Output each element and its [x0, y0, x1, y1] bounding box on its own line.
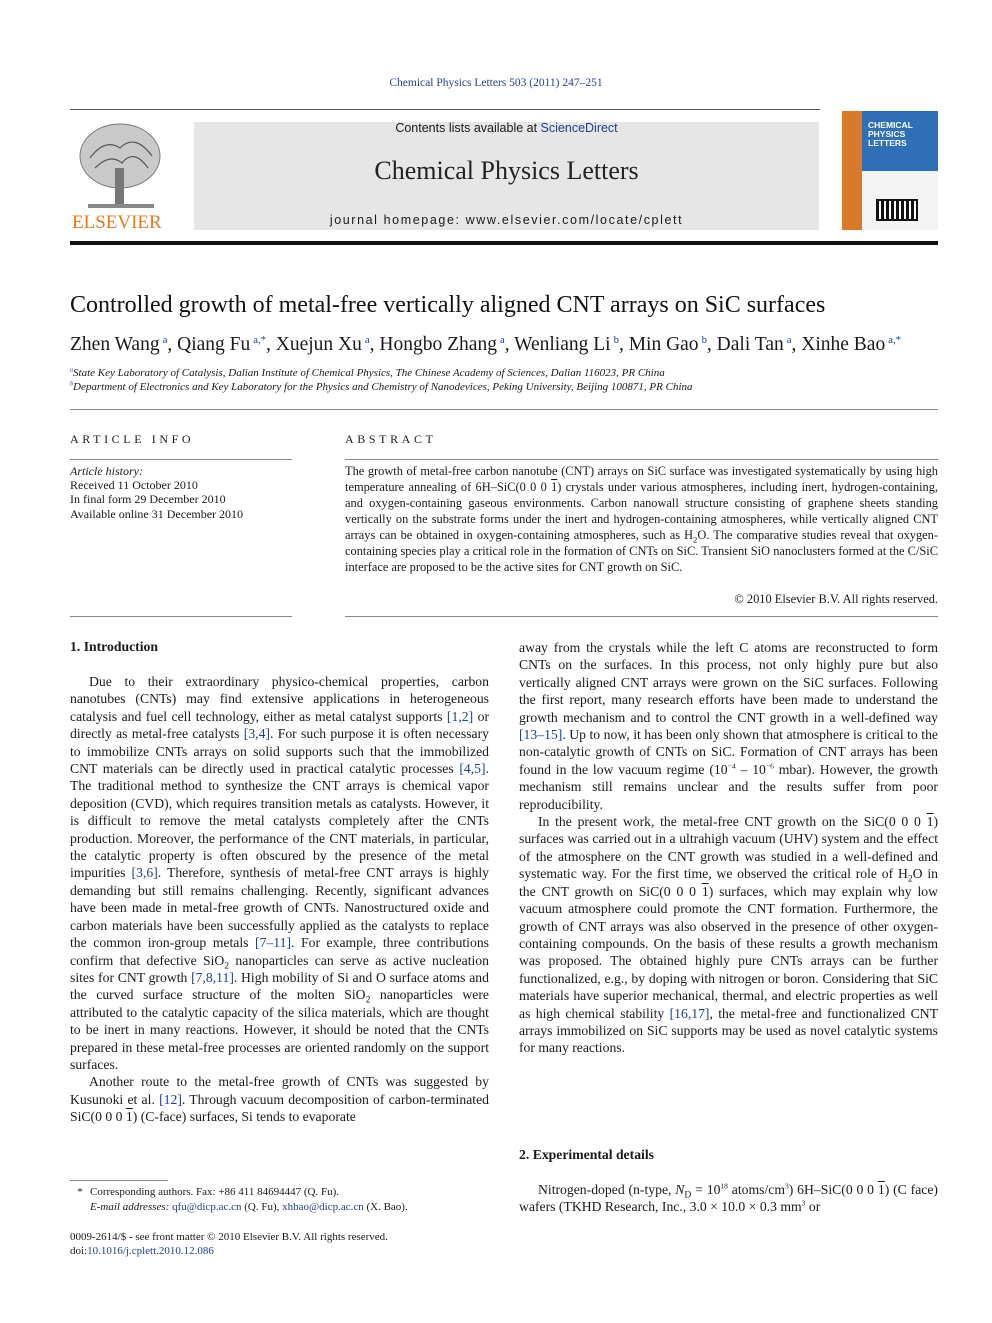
author-affiliation-marker[interactable]: a: [786, 333, 792, 346]
elsevier-tree-logo: [70, 118, 174, 232]
journal-title: Chemical Physics Letters: [374, 156, 639, 185]
author-affiliation-marker[interactable]: a,*: [253, 333, 267, 346]
abstract-text: The growth of metal-free carbon nanotube (CNT) arrays on SiC surface was investigated systematically by using high temperature annealing of 6H–SiC(0 0 0 1) crystals under various atmospheres, including inert, hydrogen-containing, and oxygen-containing gaseous environments. Carbon nanowall structure consisting of graphene sheets standing vertically on the substrate forms under the inert and hydrogen-containing atmospheres, while vertically aligned CNT arrays can be obtained in oxygen-containing atmospheres, such as $H_2O$. The comparative studies reveal that oxygen-containing species play a critical role in the formation of CNTs on SiC. Transient SiO nanoclusters formed at the C/SiC interface are proposed to be the active sites for CNT growth on SiC.: [345, 464, 939, 574]
article-info-bottom-rule: [70, 616, 292, 617]
article-info-rule: [70, 459, 292, 460]
history-label: Article history:: [70, 464, 143, 478]
journal-citation: Chemical Physics Letters 503 (2011) 247–251: [389, 77, 603, 89]
contents-prefix: Contents lists available at: [395, 121, 541, 135]
author-name: Dali Tan: [716, 334, 784, 355]
online-date: Available online 31 December 2010: [70, 507, 244, 521]
sciencedirect-link[interactable]: ScienceDirect: [540, 121, 618, 135]
journal-cover-thumbnail: [842, 111, 938, 230]
homepage-url[interactable]: www.elsevier.com/locate/cplett: [465, 213, 684, 227]
cover-title: CHEMICAL PHYSICS LETTERS: [868, 120, 913, 148]
abstract-heading: ABSTRACT: [345, 432, 437, 446]
author-affiliation-marker[interactable]: a: [499, 333, 505, 346]
doi-link[interactable]: 10.1016/j.cplett.2010.12.086: [87, 1245, 214, 1257]
author-name: Hongbo Zhang: [379, 334, 497, 355]
email-link-fu[interactable]: qfu@dicp.ac.cn: [172, 1201, 242, 1213]
author-name: Min Gao: [628, 334, 699, 355]
author-affiliation-marker[interactable]: a,*: [888, 333, 901, 346]
author-name: Wenliang Li: [514, 334, 611, 355]
homepage-prefix: journal homepage:: [329, 213, 466, 227]
issn-line: 0009-2614/$ - see front matter © 2010 Elsevier B.V. All rights reserved.: [70, 1231, 388, 1243]
author-name: Xuejun Xu: [275, 334, 362, 355]
abstract-rule: [345, 459, 938, 460]
author-affiliation-marker[interactable]: a: [364, 333, 370, 346]
journal-homepage: [194, 213, 819, 227]
final-form-date: In final form 29 December 2010: [70, 492, 226, 506]
footnote-rule: [70, 1180, 168, 1181]
affiliation-a: $^a$State Key Laboratory of Catalysis, Dalian Institute of Chemical Physics, The Chinese Academy of Sciences, Dalian 116023, PR China: [70, 367, 665, 379]
header-top-rule: [70, 109, 820, 110]
article-info-heading: ARTICLE INFO: [70, 432, 195, 446]
introduction-body-right: away from the crystals while the left C atoms are reconstructed to form CNTs on the surfaces. In this process, not only highly pure but also vertically aligned CNT arrays were grown on the SiC surfaces. Following the first report, many research efforts have been made to understand the growth mechanism and to control the CNT growth in a well-defined way [13–15]. Up to now, it has been only shown that atmosphere is critical to the non-catalytic growth of CNTs on SiC. Formation of CNT arrays has been found in the low vacuum regime ($10^{-4} - 10^{-6}$ mbar). However, the growth mechanism still remains unclear and the results suffer from poor reproducibility. In the present work, the metal-free CNT growth on the SiC(0 0 0 1) surfaces was carried out in a ultrahigh vacuum (UHV) system and the effect of the atmosphere on the CNT growth was studied in a well-defined and systematic way. For the first time, we observed the critical role of $H_2O$ in the CNT growth on SiC(0 0 0 1) surfaces, which may explain why low vacuum atmosphere could promote the CNT formation. Furthermore, the growth of CNT arrays was also observed in the presence of other oxygen-containing compounds. On the basis of these results a growth mechanism was proposed. The obtained highly pure CNTs arrays can be further functionalized, e.g., by doping with nitrogen or boron. Considering that SiC materials have superior mechanical, thermal, and electric properties as well as high chemical stability [16,17], the metal-free and functionalized CNT arrays immobilized on SiC supports may be used as novel catalytic systems for many reactions.: [519, 640, 938, 1056]
author-affiliation-marker[interactable]: b: [701, 333, 707, 346]
author-name: Qiang Fu: [177, 334, 251, 355]
author-name: Zhen Wang: [70, 334, 160, 355]
experimental-body: Nitrogen-doped (n-type, $N_D = 10^{18}$ atoms/$cm^3$) 6H–SiC(0 0 0 1) (C face) wafers (TKHD Research, Inc., 3.0 × 10.0 × 0.3 $mm^3$ or: [519, 1181, 938, 1215]
email-addresses: E-mail addresses: qfu@dicp.ac.cn (Q. Fu), xhbao@dicp.ac.cn (X. Bao).: [90, 1201, 408, 1213]
experimental-heading: 2. Experimental details: [519, 1147, 654, 1162]
cover-barcode-graphic: [876, 199, 918, 221]
corresponding-author-note: * Corresponding authors. Fax: +86 411 84694447 (Q. Fu).: [77, 1186, 340, 1198]
elsevier-wordmark: ELSEVIER: [72, 212, 162, 232]
introduction-heading: 1. Introduction: [70, 639, 158, 654]
copyright-notice: © 2010 Elsevier B.V. All rights reserved.: [734, 592, 938, 606]
affiliation-rule: [70, 409, 938, 410]
received-date: Received 11 October 2010: [70, 478, 198, 492]
author-list: Zhen Wang $^a$, Qiang Fu $^{a,*}$, Xuejun Xu $^a$, Hongbo Zhang $^a$, Wenliang Li $^b$, Min Gao $^b$, Dali Tan $^a$, Xinhe Bao $^{a,*}$: [70, 333, 901, 355]
article-title: Controlled growth of metal-free vertically aligned CNT arrays on SiC surfaces: [70, 292, 826, 318]
affiliation-b: $^b$Department of Electronics and Key Laboratory for the Physics and Chemistry of Nanodevices, Peking University, Beijing 100871, PR China: [70, 381, 693, 393]
email-link-bao[interactable]: xhbao@dicp.ac.cn: [282, 1201, 364, 1213]
contents-line: [194, 121, 819, 135]
author-affiliation-marker[interactable]: a: [162, 333, 168, 346]
header-bottom-rule: [70, 241, 938, 245]
doi-line: doi:10.1016/j.cplett.2010.12.086: [70, 1245, 214, 1257]
author-affiliation-marker[interactable]: b: [613, 333, 619, 346]
introduction-body-left: Due to their extraordinary physico-chemical properties, carbon nanotubes (CNTs) may find extensive applications in heterogeneous catalysis and fuel cell technology, either as metal catalyst supports [1,2] or directly as metal-free catalysts [3,4]. For such purpose it is often necessary to immobilize CNTs arrays on solid supports such that the immobilized CNT materials can be directly used in practical catalytic processes [4,5]. The traditional method to synthesize the CNT arrays is chemical vapor deposition (CVD), which requires transition metals as catalysts. However, it is difficult to remove the metal catalysts completely after the CNTs production. Moreover, the performance of the CNT materials, in particular, the catalytic property is often obscured by the presence of the metal impurities [3,6]. Therefore, synthesis of metal-free CNT arrays is highly demanding but still remains challenging. Recently, significant advances have been made in metal-free growth of CNTs. Nanostructured oxide and carbon materials have been successfully applied as the catalysts to replace the common iron-group metals [7–11]. For example, three contributions confirm that defective SiO$_2$ nanoparticles can serve as active nucleation sites for CNT growth [7,8,11]. High mobility of Si and O surface atoms and the curved surface structure of the molten SiO$_2$ nanoparticles were attributed to the catalytic capacity of the silica materials, which are thought to be inert in many reactions. However, it should be noted that the CNTs prepared in these metal-free processes are oriented randomly on the support surfaces. Another route to the metal-free growth of CNTs was suggested by Kusunoki et al. [12]. Through vacuum decomposition of carbon-terminated SiC(0 0 0 1) (C-face) surfaces, Si tends to evaporate: [70, 674, 490, 1125]
abstract-bottom-rule: [345, 616, 938, 617]
author-name: Xinhe Bao: [801, 334, 886, 355]
